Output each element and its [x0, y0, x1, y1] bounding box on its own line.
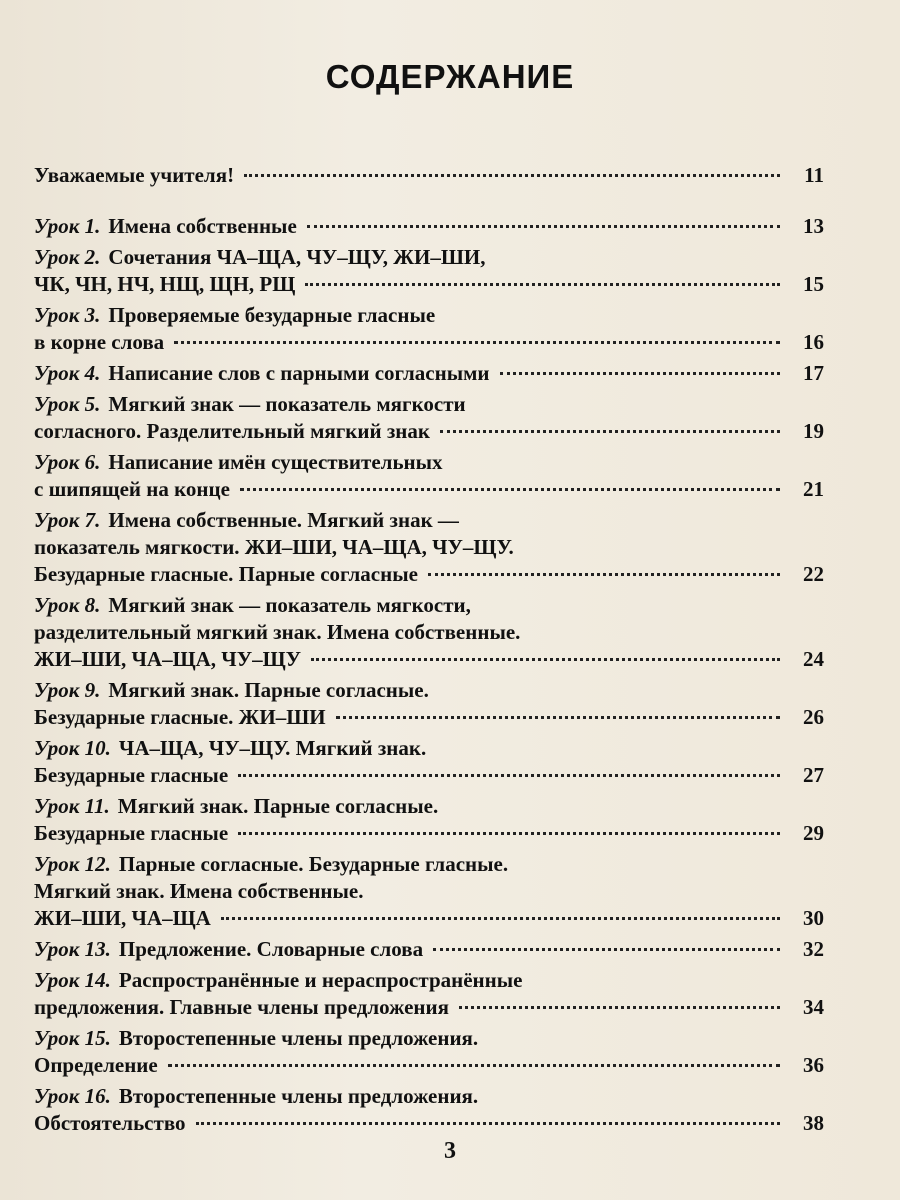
toc-entry-lesson: [34, 851, 824, 932]
toc-entry-line: [34, 936, 824, 963]
toc-entry-lesson: [34, 936, 824, 963]
lesson-label: Урок 5.: [34, 392, 101, 416]
lesson-label: Урок 13.: [34, 937, 111, 961]
toc-entry-title: Определение: [34, 1053, 158, 1077]
toc-entry-title: Парные согласные. Безударные гласные.: [118, 852, 509, 876]
toc-entry-line: [34, 476, 824, 503]
toc-entry-line: [34, 762, 824, 789]
page-title: СОДЕРЖАНИЕ: [325, 58, 575, 95]
toc-entry-line: [34, 735, 824, 762]
toc-page-number: 30: [803, 906, 824, 930]
dot-leader: [428, 573, 780, 576]
toc-entry-title: Мягкий знак — показатель мягкости,: [108, 593, 471, 617]
toc-page-number: 29: [803, 821, 824, 845]
toc-entry-line: [34, 360, 824, 387]
toc-entry-lesson: [34, 967, 824, 1021]
toc-entry-line: [34, 967, 824, 994]
toc-entry-title: согласного. Разделительный мягкий знак: [34, 419, 430, 443]
toc-page-number: 19: [803, 419, 824, 443]
toc-page-number: 36: [803, 1053, 824, 1077]
toc-entry-line: [34, 302, 824, 329]
toc-entry-line: [34, 820, 824, 847]
toc-entry-line: [34, 507, 824, 534]
toc-entry-title: Мягкий знак. Парные согласные.: [108, 678, 429, 702]
toc-entry-title: Безударные гласные. Парные согласные: [34, 562, 418, 586]
toc-entry-title: ЧК, ЧН, НЧ, НЩ, ЩН, РЩ: [34, 272, 296, 296]
lesson-label: Урок 2.: [34, 245, 101, 269]
toc-page-number: 38: [803, 1111, 824, 1135]
toc-page-number: 16: [803, 330, 824, 354]
toc-entry-title: Уважаемые учителя!: [34, 163, 235, 187]
toc-entry-lesson: [34, 213, 824, 240]
lesson-label: Урок 12.: [34, 852, 111, 876]
lesson-label: Урок 3.: [34, 303, 101, 327]
toc-entry-line: [34, 1052, 824, 1079]
toc-page-number: 15: [803, 272, 824, 296]
toc-entry-line: [34, 1110, 824, 1137]
dot-leader: [221, 917, 780, 920]
toc-page-number: 24: [803, 647, 824, 671]
toc-page-number: 13: [803, 214, 824, 238]
lesson-label: Урок 6.: [34, 450, 101, 474]
dot-leader: [307, 225, 780, 228]
toc-entry-line: [34, 561, 824, 588]
toc-page-number: 27: [803, 763, 824, 787]
toc-page-number: 17: [803, 361, 824, 385]
toc-entry-line: [34, 534, 824, 561]
toc-entry-lesson: [34, 735, 824, 789]
toc-entry-lesson: [34, 244, 824, 298]
toc-entry-title: Безударные гласные: [34, 763, 229, 787]
toc-entry-title: Написание слов с парными согласными: [108, 361, 490, 385]
toc-page-number: 26: [803, 705, 824, 729]
dot-leader: [168, 1064, 780, 1067]
toc-entry-title: ЧА–ЩА, ЧУ–ЩУ. Мягкий знак.: [118, 736, 427, 760]
toc-entry-title: Безударные гласные: [34, 821, 229, 845]
lesson-label: Урок 14.: [34, 968, 111, 992]
toc-entry-lesson: [34, 360, 824, 387]
toc-page-number: 34: [803, 995, 824, 1019]
toc-entry-lesson: [34, 592, 824, 673]
dot-leader: [238, 774, 780, 777]
dot-leader: [440, 430, 780, 433]
dot-leader: [238, 832, 780, 835]
toc-entry-line: [34, 418, 824, 445]
toc-entry-title: Безударные гласные. ЖИ–ШИ: [34, 705, 326, 729]
toc-entry-lesson: [34, 302, 824, 356]
toc-entry-line: [34, 1083, 824, 1110]
toc-entry-line: [34, 851, 824, 878]
lesson-label: Урок 11.: [34, 794, 110, 818]
toc-entry-line: [34, 244, 824, 271]
toc-entry-title: ЖИ–ШИ, ЧА–ЩА: [34, 906, 211, 930]
dot-leader: [240, 488, 780, 491]
toc-entry-line: [34, 677, 824, 704]
toc-entry-lesson: [34, 1083, 824, 1137]
toc-entry-title: Распространённые и нераспространённые: [118, 968, 523, 992]
toc-entry-title: предложения. Главные члены предложения: [34, 995, 449, 1019]
toc-entry-title: Обстоятельство: [34, 1111, 186, 1135]
toc-entry-line: [34, 449, 824, 476]
toc-entry-lesson: [34, 1025, 824, 1079]
toc-entry-title: Сочетания ЧА–ЩА, ЧУ–ЩУ, ЖИ–ШИ,: [108, 245, 486, 269]
toc-entry-title: показатель мягкости. ЖИ–ШИ, ЧА–ЩА, ЧУ–ЩУ.: [34, 535, 514, 559]
dot-leader: [500, 372, 781, 375]
toc-entry-line: [34, 905, 824, 932]
toc-entry-title: Написание имён существительных: [108, 450, 443, 474]
toc-entry-line: [34, 213, 824, 240]
lesson-label: Урок 7.: [34, 508, 101, 532]
lesson-label: Урок 8.: [34, 593, 101, 617]
toc-entry-title: ЖИ–ШИ, ЧА–ЩА, ЧУ–ЩУ: [34, 647, 302, 671]
toc-page-number: 21: [803, 477, 824, 501]
toc-entry-lesson: [34, 793, 824, 847]
toc-entry-title: Второстепенные члены предложения.: [118, 1084, 479, 1108]
toc-entry-line: [34, 704, 824, 731]
page-number: 3: [444, 1138, 456, 1164]
lesson-label: Урок 9.: [34, 678, 101, 702]
toc-entry-line: [34, 271, 824, 298]
toc-entry-title: Проверяемые безударные гласные: [108, 303, 436, 327]
dot-leader: [459, 1006, 780, 1009]
dot-leader: [196, 1122, 780, 1125]
toc-entry-title: в корне слова: [34, 330, 165, 354]
toc-entry-intro: [34, 162, 824, 189]
toc-entry-title: Мягкий знак. Парные согласные.: [117, 794, 439, 818]
toc-entry-line: [34, 646, 824, 673]
toc-page-number: 11: [804, 163, 824, 187]
toc-entry-title: с шипящей на конце: [34, 477, 230, 501]
toc-page-number: 22: [803, 562, 824, 586]
lesson-list: [34, 213, 824, 1137]
dot-leader: [305, 283, 780, 286]
lesson-label: Урок 1.: [34, 214, 101, 238]
toc-entry-line: [34, 619, 824, 646]
lesson-label: Урок 15.: [34, 1026, 111, 1050]
toc-entry-title: Предложение. Словарные слова: [118, 937, 424, 961]
toc-entry-lesson: [34, 507, 824, 588]
dot-leader: [433, 948, 780, 951]
toc-entry-title: Мягкий знак — показатель мягкости: [108, 392, 466, 416]
lesson-label: Урок 16.: [34, 1084, 111, 1108]
toc-entry-line: [34, 793, 824, 820]
dot-leader: [311, 658, 780, 661]
toc-entry-title: Второстепенные члены предложения.: [118, 1026, 479, 1050]
toc-entry-line: [34, 329, 824, 356]
toc-entry-line: [34, 994, 824, 1021]
dot-leader: [336, 716, 780, 719]
toc-page-number: 32: [803, 937, 824, 961]
dot-leader: [174, 341, 780, 344]
table-of-contents: [34, 162, 824, 1141]
toc-entry-line: [34, 878, 824, 905]
toc-entry-lesson: [34, 677, 824, 731]
toc-entry-title: Мягкий знак. Имена собственные.: [34, 879, 364, 903]
toc-entry-lesson: [34, 449, 824, 503]
toc-entry-title: разделительный мягкий знак. Имена собственные.: [34, 620, 521, 644]
toc-entry-title: Имена собственные. Мягкий знак —: [108, 508, 459, 532]
toc-entry-line: [34, 592, 824, 619]
toc-entry-title: Имена собственные: [108, 214, 297, 238]
toc-entry-line: [34, 162, 824, 189]
lesson-label: Урок 4.: [34, 361, 101, 385]
dot-leader: [244, 174, 780, 177]
toc-entry-lesson: [34, 391, 824, 445]
toc-entry-line: [34, 1025, 824, 1052]
lesson-label: Урок 10.: [34, 736, 111, 760]
toc-entry-line: [34, 391, 824, 418]
